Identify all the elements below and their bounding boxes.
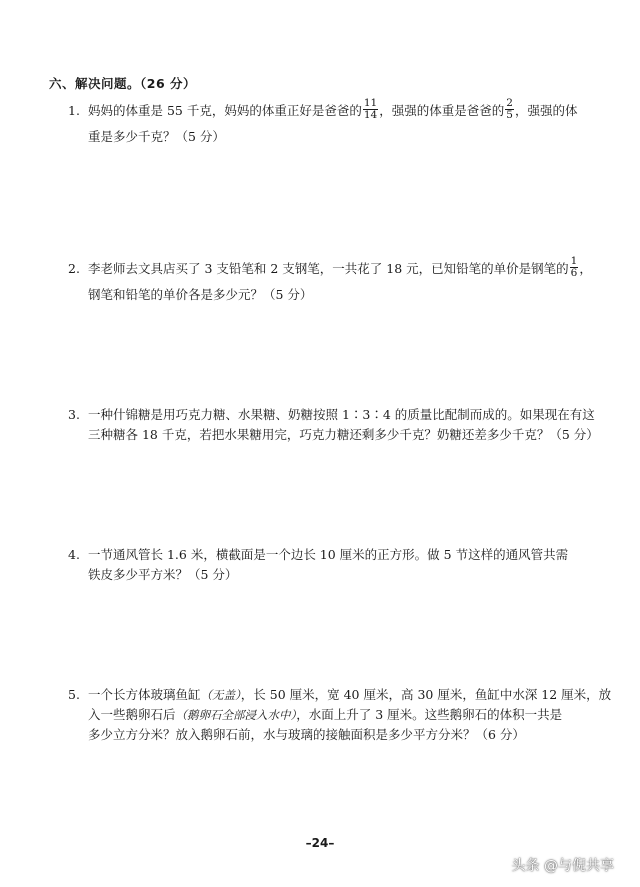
question-text: ，强强的体重是爸爸的 xyxy=(379,103,505,118)
fraction-numerator: 2 xyxy=(506,97,513,109)
fraction xyxy=(570,256,579,279)
question-text: 一节通风管长 1.6 米，横截面是一个边长 10 厘米的正方形。做 5 节这样的通风管共需 xyxy=(88,547,569,562)
question-number: 1. xyxy=(68,103,80,118)
question-text: 入一些鹅卵石后 xyxy=(88,707,176,722)
question-5-line-1 xyxy=(68,688,611,702)
question-1-line-1 xyxy=(68,97,578,123)
fraction-denominator: 14 xyxy=(363,109,378,121)
page-number: –24– xyxy=(305,836,335,850)
question-text: ， xyxy=(579,261,592,276)
fraction-numerator: 11 xyxy=(363,97,378,109)
question-4-line-2: 铁皮多少平方米？（5 分） xyxy=(88,567,238,582)
question-text: ，长 50 厘米，宽 40 厘米，高 30 厘米，鱼缸中水深 12 厘米，放 xyxy=(240,687,612,702)
question-text: ，水面上升了 3 厘米。这些鹅卵石的体积一共是 xyxy=(296,707,563,722)
question-text: 一个长方体玻璃鱼缸 xyxy=(88,687,201,702)
question-3-line-2: 三种糖各 18 千克，若把水果糖用完，巧克力糖还剩多少千克？奶糖还差多少千克？（5 分） xyxy=(88,427,599,442)
section-title: 六、解决问题。（26 分） xyxy=(49,76,196,91)
parenthetical-note: （无盖） xyxy=(200,688,241,702)
question-text: 李老师去文具店买了 3 支铅笔和 2 支钢笔，一共花了 18 元，已知铅笔的单价是钢笔的 xyxy=(88,261,569,276)
watermark: 头条 @与倪共享 xyxy=(511,858,614,874)
question-number: 5. xyxy=(68,687,80,702)
question-number: 4. xyxy=(68,547,80,562)
question-1-line-2: 重是多少千克？（5 分） xyxy=(88,129,225,144)
fraction xyxy=(363,98,378,121)
question-5-line-2 xyxy=(88,708,562,722)
question-2-line-1 xyxy=(68,255,592,281)
question-number: 3. xyxy=(68,407,80,422)
question-3-line-1 xyxy=(68,408,595,422)
question-text: ，强强的体 xyxy=(514,103,578,118)
question-text: 一种什锦糖是用巧克力糖、水果糖、奶糖按照 1∶3∶4 的质量比配制而成的。如果现在有这 xyxy=(88,407,595,422)
fraction xyxy=(505,98,514,121)
question-number: 2. xyxy=(68,261,80,276)
fraction-denominator: 5 xyxy=(506,109,513,121)
question-2-line-2: 钢笔和铅笔的单价各是多少元？（5 分） xyxy=(88,287,313,302)
question-5-line-3: 多少立方分米？放入鹅卵石前，水与玻璃的接触面积是多少平方分米？（6 分） xyxy=(88,727,525,742)
question-4-line-1 xyxy=(68,548,568,562)
fraction-denominator: 6 xyxy=(570,267,578,279)
question-text: 妈妈的体重是 55 千克，妈妈的体重正好是爸爸的 xyxy=(88,103,362,118)
fraction-numerator: 1 xyxy=(570,255,578,267)
parenthetical-note: （鹅卵石全部浸入水中） xyxy=(175,708,297,722)
